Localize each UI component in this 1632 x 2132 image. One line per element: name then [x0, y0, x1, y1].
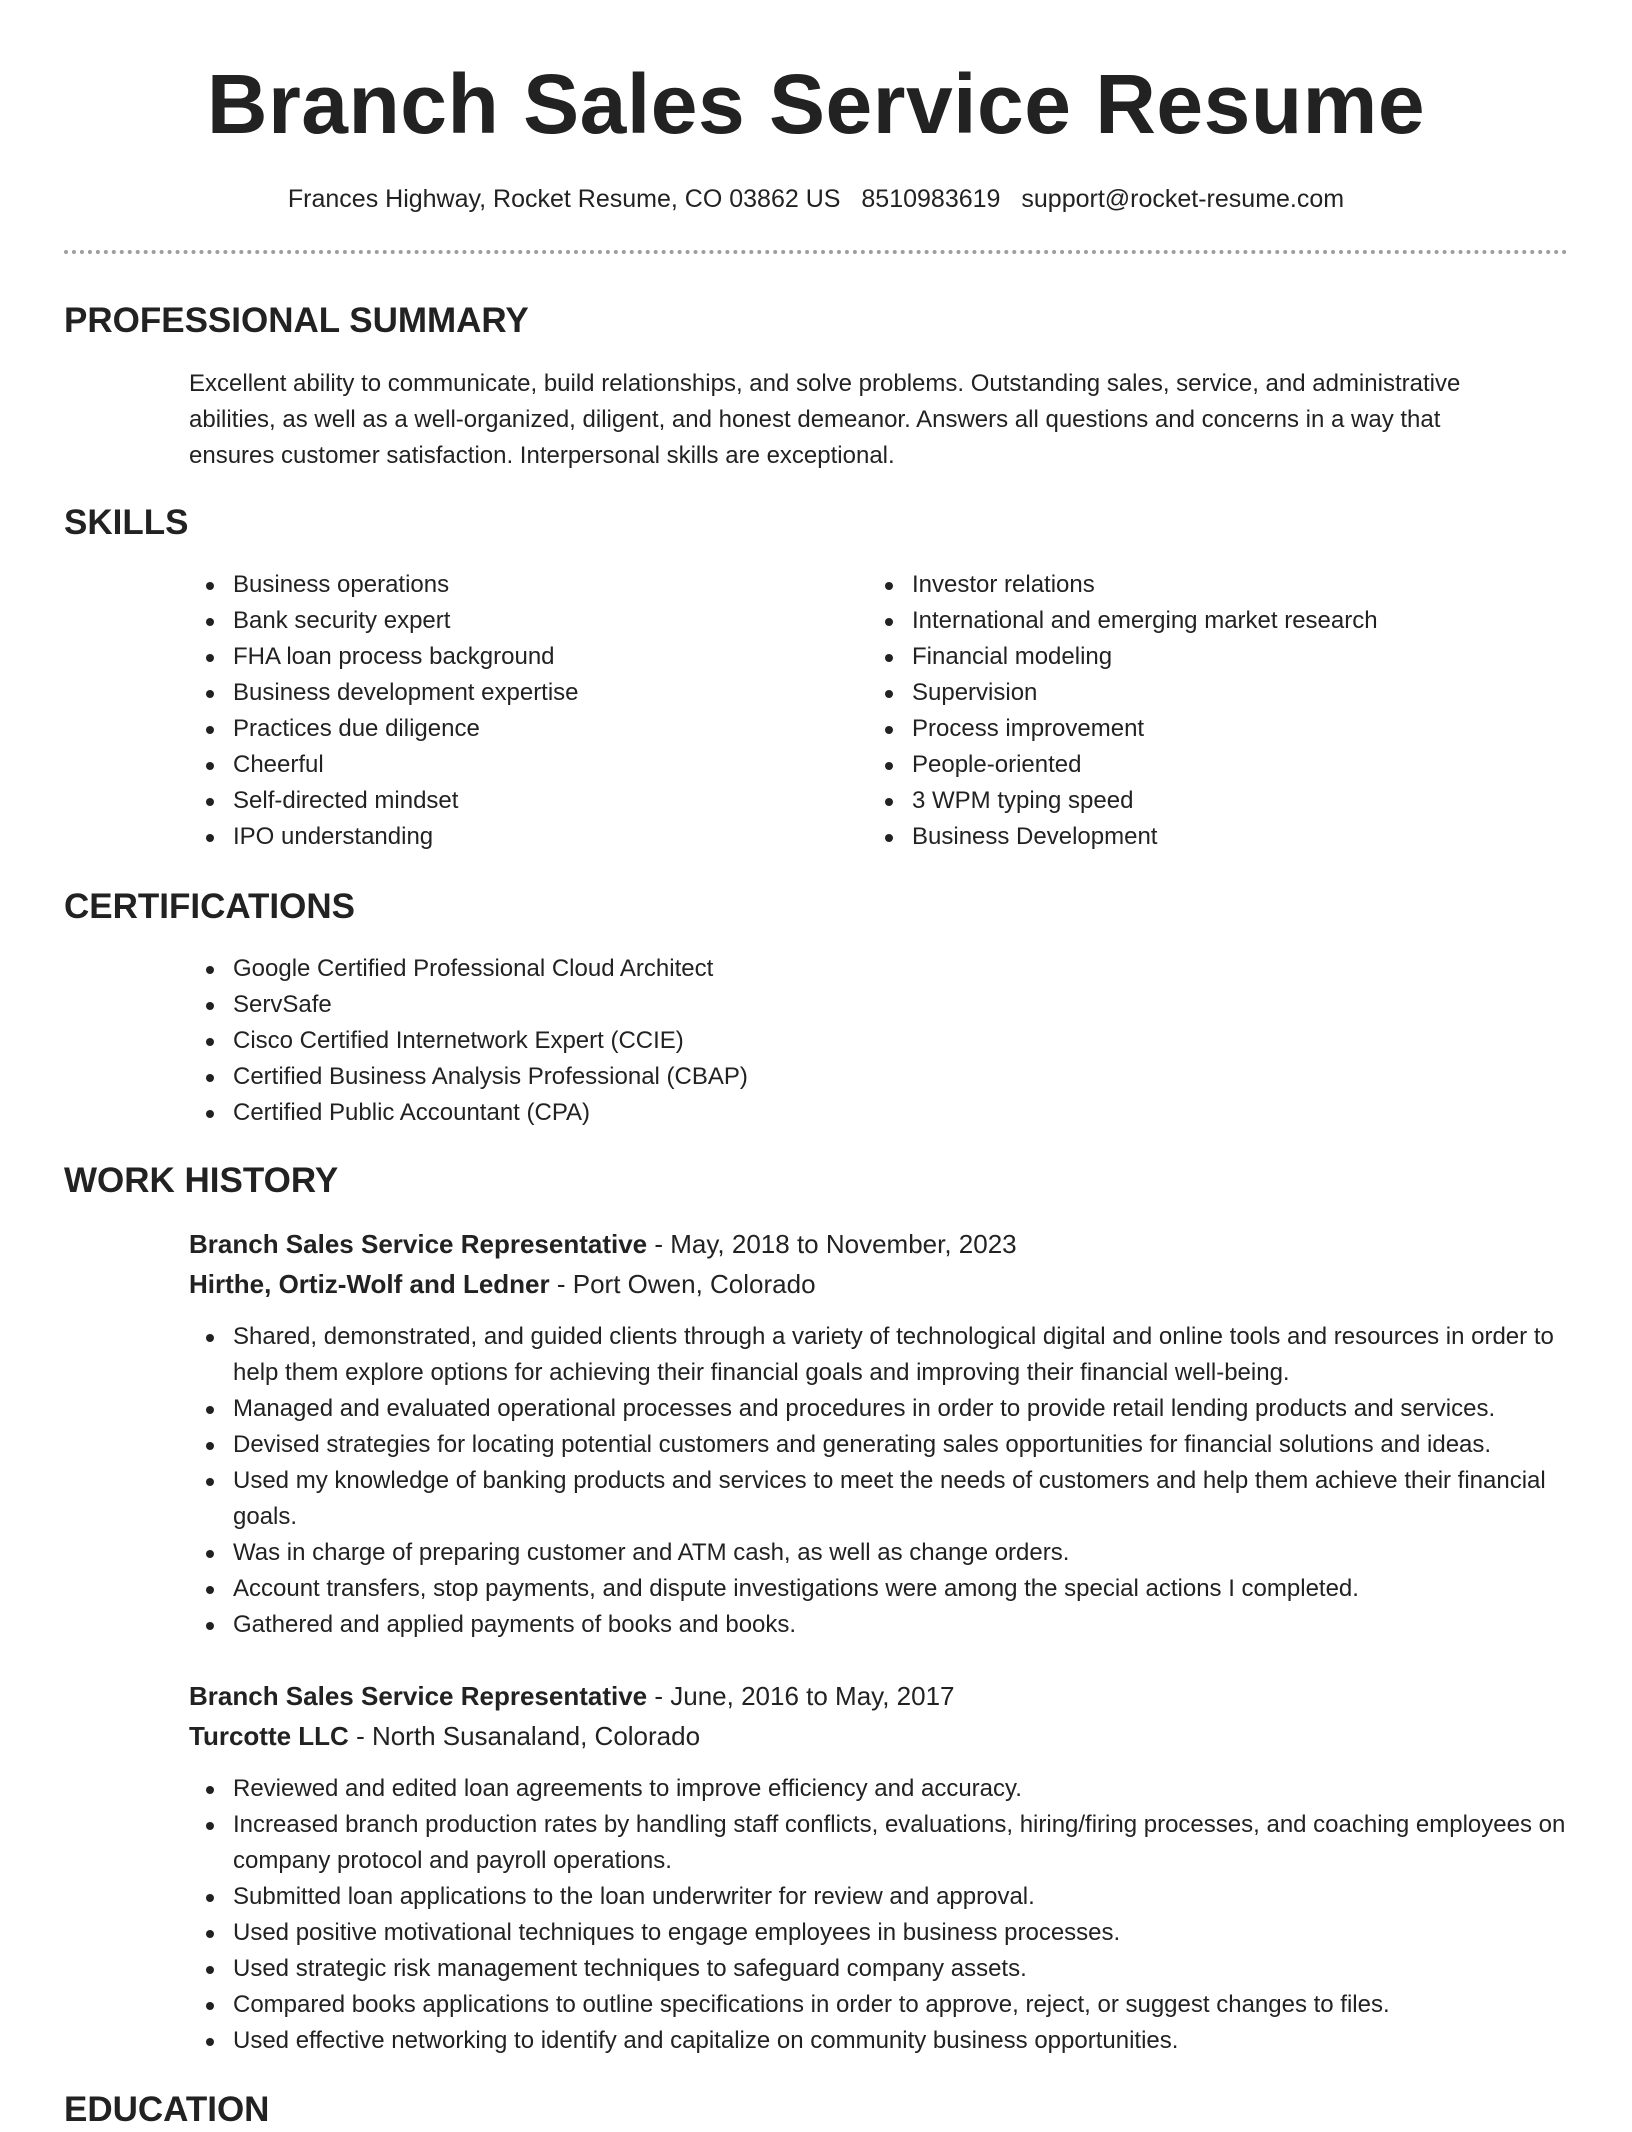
list-item: Supervision	[912, 675, 1572, 711]
job-title: Branch Sales Service Representative	[189, 1681, 648, 1711]
list-item: Shared, demonstrated, and guided clients through a variety of technological digital and online tools and resources in order to help them explore options for achieving their financial goals and improving their financial well-being.	[233, 1319, 1603, 1391]
list-item: International and emerging market research	[912, 603, 1572, 639]
list-item: People-oriented	[912, 747, 1572, 783]
list-item: Business development expertise	[233, 675, 853, 711]
contact-email: support@rocket-resume.com	[1021, 185, 1345, 213]
list-item: Used effective networking to identify and capitalize on community business opportunities.	[233, 2023, 1603, 2059]
summary-heading: PROFESSIONAL SUMMARY	[64, 301, 529, 340]
list-item: Used my knowledge of banking products and services to meet the needs of customers and help them achieve their financial goals.	[233, 1463, 1603, 1535]
list-item: Increased branch production rates by handling staff conflicts, evaluations, hiring/firing processes, and coaching employees on company protocol and payroll operations.	[233, 1807, 1603, 1879]
list-item: Used positive motivational techniques to engage employees in business processes.	[233, 1915, 1603, 1951]
list-item: Reviewed and edited loan agreements to improve efficiency and accuracy.	[233, 1771, 1603, 1807]
list-item: Google Certified Professional Cloud Architect	[233, 951, 1573, 987]
job-company: Turcotte LLC	[189, 1721, 349, 1751]
list-item: Managed and evaluated operational processes and procedures in order to provide retail lending products and services.	[233, 1391, 1603, 1427]
job-company: Hirthe, Ortiz-Wolf and Ledner	[189, 1269, 550, 1299]
list-item: FHA loan process background	[233, 639, 853, 675]
skills-list-right	[868, 567, 1572, 855]
list-item: Process improvement	[912, 711, 1572, 747]
list-item: Submitted loan applications to the loan underwriter for review and approval.	[233, 1879, 1603, 1915]
list-item: Business operations	[233, 567, 853, 603]
skills-heading: SKILLS	[64, 503, 189, 542]
job-dates: - May, 2018 to November, 2023	[647, 1229, 1017, 1259]
list-item: Gathered and applied payments of books and books.	[233, 1607, 1603, 1643]
list-item: Cisco Certified Internetwork Expert (CCIE)	[233, 1023, 1573, 1059]
contact-address: Frances Highway, Rocket Resume, CO 03862 US	[287, 185, 841, 213]
job-company-line	[189, 1717, 700, 1755]
job-dates: - June, 2016 to May, 2017	[647, 1681, 955, 1711]
job-location: - North Susanaland, Colorado	[348, 1721, 701, 1751]
job-title-line	[189, 1677, 955, 1715]
list-item: Business Development	[912, 819, 1572, 855]
resume-title: Branch Sales Service Resume	[206, 57, 1426, 151]
job-title-line	[189, 1225, 1017, 1263]
list-item: Practices due diligence	[233, 711, 853, 747]
list-item: Self-directed mindset	[233, 783, 853, 819]
contact-info	[0, 181, 1632, 217]
list-item: Was in charge of preparing customer and ATM cash, as well as change orders.	[233, 1535, 1603, 1571]
header-divider	[64, 250, 1568, 254]
job-bullets	[189, 1319, 1603, 1643]
job-title: Branch Sales Service Representative	[189, 1229, 648, 1259]
job-location: - Port Owen, Colorado	[549, 1269, 816, 1299]
list-item: ServSafe	[233, 987, 1573, 1023]
list-item: Financial modeling	[912, 639, 1572, 675]
certifications-heading: CERTIFICATIONS	[64, 887, 356, 926]
list-item: Bank security expert	[233, 603, 853, 639]
summary-text: Excellent ability to communicate, build relationships, and solve problems. Outstanding sales, service, and administrative abilities, as well as a well-organized, diligent, and honest demeanor. Answers all questions and concerns in a way that ensures customer satisfaction. Interpersonal skills are exceptional.	[189, 370, 1461, 469]
list-item: 3 WPM typing speed	[912, 783, 1572, 819]
contact-phone: 8510983619	[861, 185, 1001, 213]
list-item: Certified Public Accountant (CPA)	[233, 1095, 1573, 1131]
list-item: Investor relations	[912, 567, 1572, 603]
list-item: Certified Business Analysis Professional (CBAP)	[233, 1059, 1573, 1095]
certifications-list	[189, 951, 1573, 1131]
education-heading: EDUCATION	[64, 2090, 270, 2129]
list-item: Used strategic risk management techniques to safeguard company assets.	[233, 1951, 1603, 1987]
job-company-line	[189, 1265, 816, 1303]
skills-list-left	[189, 567, 853, 855]
list-item: Cheerful	[233, 747, 853, 783]
work-history-heading: WORK HISTORY	[64, 1161, 339, 1200]
list-item: Devised strategies for locating potential customers and generating sales opportunities for financial solutions and ideas.	[233, 1427, 1603, 1463]
list-item: Compared books applications to outline specifications in order to approve, reject, or suggest changes to files.	[233, 1987, 1603, 2023]
job-bullets	[189, 1771, 1603, 2059]
list-item: IPO understanding	[233, 819, 853, 855]
list-item: Account transfers, stop payments, and dispute investigations were among the special actions I completed.	[233, 1571, 1603, 1607]
